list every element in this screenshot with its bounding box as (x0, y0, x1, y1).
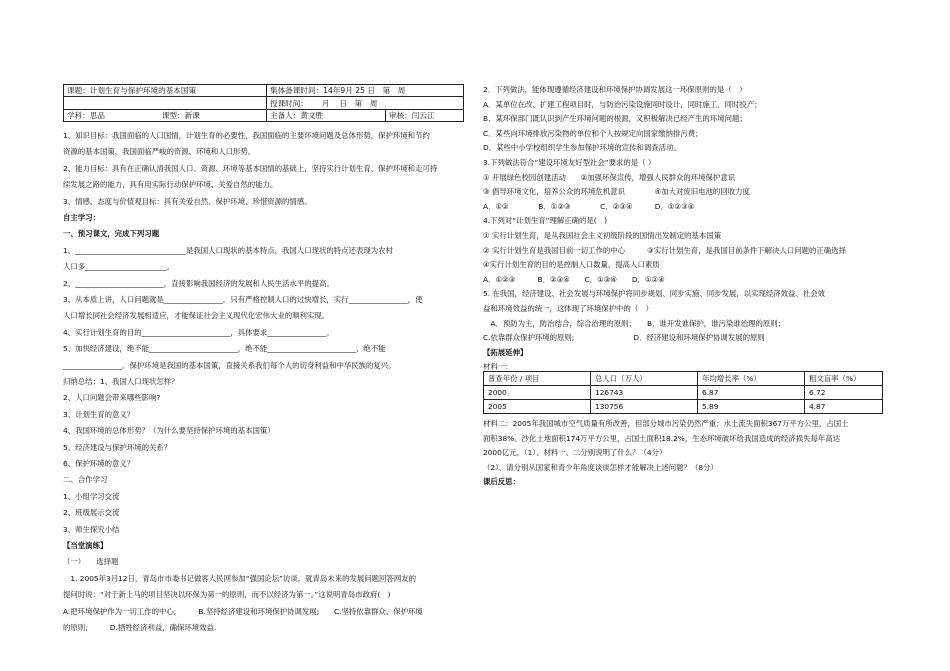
text-line: A．①②③ B．②③④ C．①③④ D．①②④ (483, 274, 665, 284)
text-line: 3、计划生育的意义？ (63, 409, 135, 419)
preparer: 主备人：黄文胜 (267, 109, 386, 121)
text-line: 课后反思： (483, 477, 520, 487)
table-cell: 130756 (591, 400, 698, 414)
text-line: （2）、请分别从国家和青少年角度谈谈怎样才能解决上述问题？（8分） (483, 462, 718, 472)
text-line: 材料一： (483, 362, 513, 372)
text-line: 1、______________________________是我国人口现状的基本特点，我国人口现状的特点还表现为农村 (63, 245, 393, 255)
table-cell: 5.89 (698, 400, 805, 414)
text-line: 3、情感、态度与价值观目标：具有关爱自然、保护环境、珍惜资源的情感。 (63, 196, 312, 206)
table-row (484, 400, 883, 414)
census-table (483, 371, 883, 414)
table-row (484, 386, 883, 400)
class-time: 授课时间： 月 日 第 周 (267, 97, 464, 109)
text-line: （一） 选择题 (63, 557, 119, 567)
text-line: 2、人口问题会带来哪些影响? (63, 393, 161, 403)
text-line: 归纳总结：1、我国人口现状怎样？ (63, 377, 179, 386)
text-line: 资源的基本国策，我国面临严峻的资源、环境和人口形势。 (63, 147, 256, 157)
text-line: 1、知识目标：我国面临的人口国情，计划生育的必要性，我国面临的主要环境问题及总体形势，保护环境和节约 (63, 131, 430, 140)
text-line: 3、从本质上讲，人口问题就是________________。只有严格控制人口的过快增长，实行________________，使 (63, 295, 423, 304)
text-line: 5、加快经济建设，绝不能________________________，绝不能________________________，绝不能 (63, 344, 386, 354)
table-header-cell: 粗文盲率（%） (805, 372, 883, 386)
text-line: 【当堂演练】 (63, 541, 108, 550)
text-line: 材料二：2005年我国城市空气质量有所改善，但部分城市污染仍然严重；水土流失面积367万平方公里，占国土 (483, 419, 849, 428)
table-cell: 6.72 (805, 386, 883, 400)
text-line: ③ 倡导环境文化，培养公众的环境危机意识 ④加大对废旧电池的回收力度 (483, 187, 750, 197)
text-line: A.把环境保护作为一切工作的中心; B.坚持经济建设和环境保护协调发展; C.坚持依靠群众、保护环境 (63, 606, 423, 616)
lesson-topic: 课题：计划生育与保护环境的基本国策 (64, 85, 267, 97)
text-line: 2、班级展示交流 (63, 508, 120, 518)
table-cell: 4.87 (805, 400, 883, 414)
text-line: D．某些中小学校组织学生参加保护环境的宣传和调查活动。 (483, 143, 681, 153)
text-line: ________________。保护环境是我国的基本国策，直接关系我们每个人的切身利益和中华民族的复兴。 (63, 360, 396, 370)
text-line: 2．下列做法，能体现遵循经济建设和环境保护协调发展这一环保原则的是（ ） (483, 85, 747, 94)
subject: 学科：思品 (67, 110, 105, 120)
text-line: 3.下列做法符合“建设环境友好型社会”要求的是（ ） (483, 158, 656, 167)
text-line: 5. 在我国，经济建设、社会发展与环境保护将同步规划、同步实施、同步发展，以实现经济效益、社会效 (483, 289, 825, 299)
text-line: A．某单位在改、扩建工程项目时，与防治污染设施同时设计，同时施工，同时投产； (483, 99, 762, 109)
table-cell: 126743 (591, 386, 698, 400)
lesson-header-table (63, 84, 464, 122)
text-line: ② 实行计划生育是我国目前一切工作的中心 ③实行计划生育，是我国目前条件下解决人口问题的正确选择 (483, 245, 846, 255)
text-line: 的原则; D.牺牲经济利益，确保环境效益. (63, 623, 217, 632)
text-line: 人口增长同社会经济发展相适应，才能保证社会主义现代化宏伟大业的顺利实现。 (63, 311, 330, 321)
text-line: A．①② B．①②③ C．②③④ D．①②③④ (483, 201, 695, 211)
text-line: 【拓展延伸】 (483, 347, 528, 357)
text-line: 益和环境效益的统一，这体现了环境保护中的（ ） (483, 304, 653, 313)
text-line: 面积38%。沙化土地面积174万平方公里，占国土面积18.2%，生态环境破坏给我国造成的经济损失每年高达 (483, 433, 841, 443)
table-cell: 2005 (484, 400, 591, 414)
text-line: 4.下列对“计划生育”理解正确的是( ) (483, 216, 607, 226)
text-line: 5、经济建设与保护环境的关系？ (63, 442, 172, 452)
text-line: C．某些向环境排放污染物的单位和个人按规定向国家缴纳排污费； (483, 128, 703, 138)
text-line: ④实行计划生育的目的是控制人口数量、提高人口素质 (483, 260, 660, 270)
text-line: 4、实行计划生育的目的________________________，具体要求________________。 (63, 327, 334, 337)
table-cell: 2000 (484, 386, 591, 400)
table-header-row (484, 372, 883, 386)
text-line: 2、能力目标：具有在正确认清我国人口、资源、环境等基本国情的基础上，坚持实行计划生育、保护环境和走可持 (63, 163, 438, 173)
lesson-type: 课型：新课 (161, 110, 200, 120)
text-line: 1、小组学习交流 (63, 491, 120, 501)
text-line: C.依靠群众保护环境的原则; D．经济建设和环境保护协调发展的原则 (483, 333, 765, 343)
text-line: A．预防为主，防治结合，综合治理的原则； B．谁开发谁保护，谁污染谁治理的原则； (483, 318, 786, 328)
table-header-cell: 年均增长率（%） (698, 372, 805, 386)
reviewer: 审核：闫云江 (386, 109, 464, 121)
header-empty-cell (64, 97, 267, 109)
text-line: 1. 2005年3月12日，青岛市市委书记做客人民网参加“强国论坛”访谈，就青岛未来的发展问题回答网友的 (63, 573, 416, 583)
text-line: ① 开展绿色校园创建活动 ②加强环保宣传，增强人民群众的环境保护意识 (483, 172, 736, 182)
text-line: 提问时说：“对于新上马的项目坚决以环保为第一的原则，而不以经济为第一。”这说明青岛市政府( ) (63, 590, 391, 600)
text-line: 4、我国环境的总体形势？（为什么要坚持保护环境的基本国策） (63, 426, 275, 436)
text-line: 6、保护环境的意义？ (63, 459, 135, 468)
text-line: 2000亿元。（1）、材料一、二分别说明了什么？（4分） (483, 448, 667, 458)
text-line: 2、________________________，直接影响我国经济的发展和人民生活水平的提高。 (63, 278, 334, 288)
text-line: 人口多______________________。 (63, 262, 174, 272)
text-line: 续发展之路的能力，具有用实际行动保护环境、关爱自然的能力。 (63, 180, 278, 190)
table-header-cell: 普查年份 / 项目 (484, 372, 591, 386)
prep-time: 集体备课时间：14年9月 25 日 第 周 (267, 85, 464, 97)
text-line: 一、预习课文，完成下列习题 (63, 229, 160, 239)
text-line: B．某环保部门既认识到产生环境问题的根源，又积极解决已经产生的环境问题； (483, 114, 747, 124)
header-subject-type-cell (64, 109, 267, 121)
text-line: ① 实行计划生育，是从我国社会主义初级阶段的国情出发制定的基本国策 (483, 231, 722, 240)
text-line: 自主学习： (63, 213, 100, 222)
text-line: 3、师生探究小结 (63, 524, 120, 534)
table-header-cell: 总人口（万人） (591, 372, 698, 386)
table-cell: 6.87 (698, 386, 805, 400)
text-line: 二、合作学习 (63, 475, 108, 485)
